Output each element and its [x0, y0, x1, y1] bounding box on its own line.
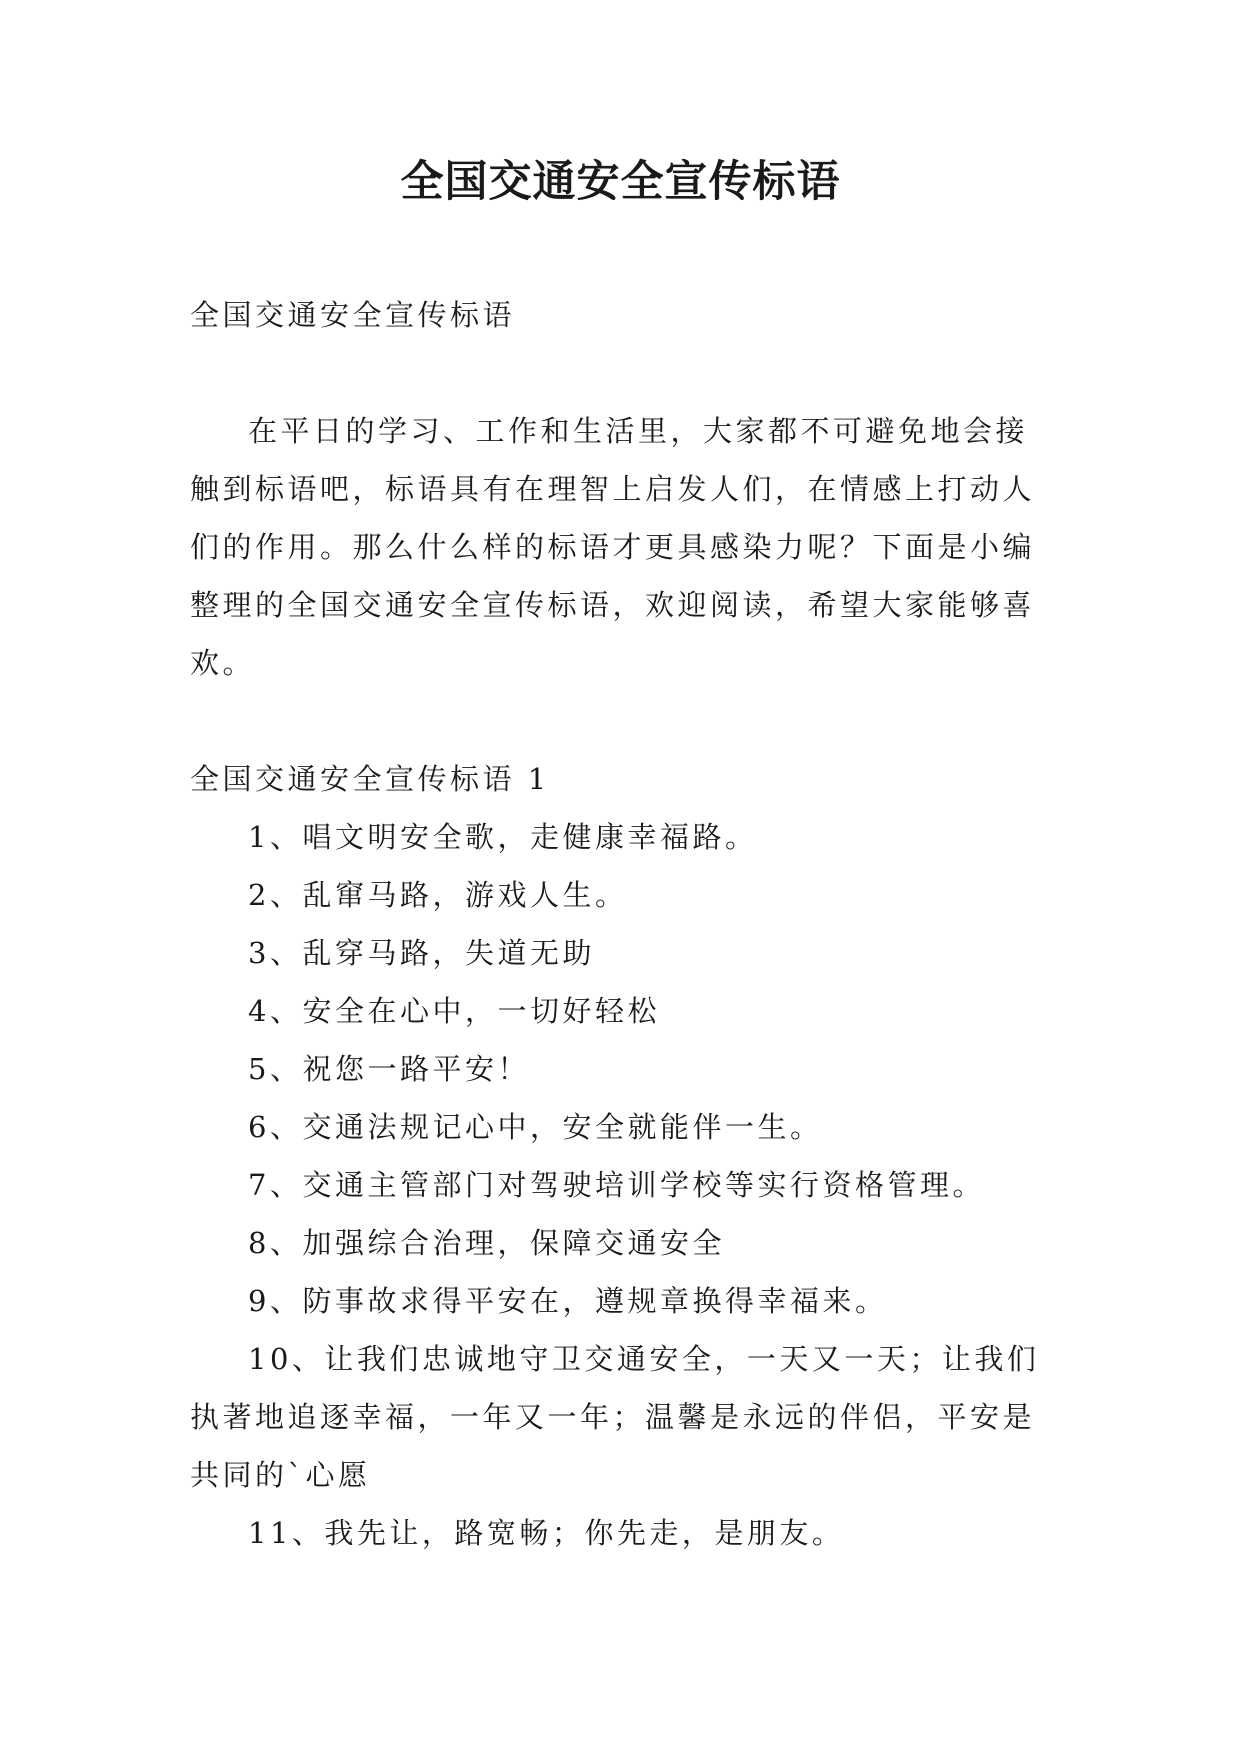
document-title: 全国交通安全宣传标语 [400, 157, 841, 207]
section-heading: 全国交通安全宣传标语 1 [190, 762, 550, 796]
slogan-item: 2、乱窜马路，游戏人生。 [248, 878, 628, 912]
slogan-item: 7、交通主管部门对驾驶培训学校等实行资格管理。 [248, 1168, 985, 1202]
slogan-item: 6、交通法规记心中，安全就能伴一生。 [248, 1110, 823, 1144]
slogan-item: 10、让我们忠诚地守卫交通安全，一天又一天；让我们执著地追逐幸福，一年又一年；温馨是永远的伴侣，平安是共同的`心愿 [190, 1342, 1040, 1492]
intro-paragraph: 在平日的学习、工作和生活里，大家都不可避免地会接触到标语吧，标语具有在理智上启发人们，在情感上打动人们的作用。那么什么样的标语才更具感染力呢？下面是小编整理的全国交通安全宣传标语，欢迎阅读，希望大家能够喜欢。 [190, 414, 1036, 680]
slogan-item: 5、祝您一路平安！ [248, 1052, 530, 1086]
document-body [190, 286, 1050, 1562]
slogan-item: 9、防事故求得平安在，遵规章换得幸福来。 [248, 1284, 888, 1318]
slogan-item: 1、唱文明安全歌，走健康幸福路。 [248, 820, 758, 854]
slogan-item: 4、安全在心中，一切好轻松 [248, 994, 660, 1028]
slogan-item: 11、我先让，路宽畅；你先走，是朋友。 [248, 1516, 845, 1550]
slogan-item: 3、乱穿马路，失道无助 [248, 936, 595, 970]
slogan-item: 8、加强综合治理，保障交通安全 [248, 1226, 725, 1260]
document-subtitle: 全国交通安全宣传标语 [190, 298, 516, 332]
